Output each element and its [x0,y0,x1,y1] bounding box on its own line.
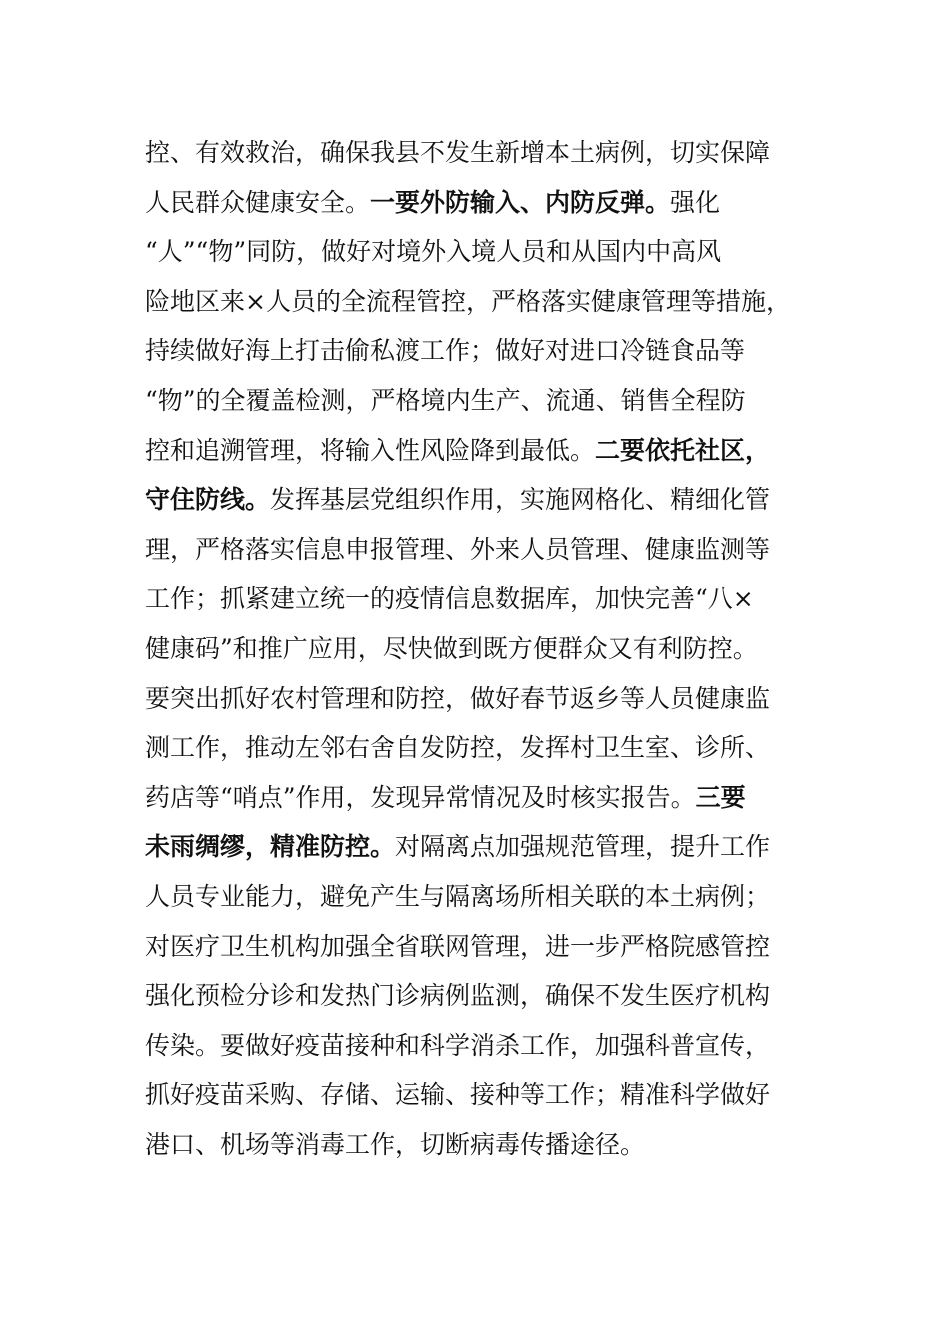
text-line [145,574,845,624]
text-line [145,178,845,228]
body-text: “物”的全覆盖检测，严格境内生产、流通、销售全程防 [145,385,746,415]
text-line [145,922,845,972]
body-text: 药店等“哨点”作用，发现异常情况及时核实报告。 [145,782,696,812]
body-text: “人”“物”同防，做好对境外入境人员和从国内中高风 [145,237,722,267]
body-text: 人民群众健康安全。 [145,187,371,217]
body-text: 要突出抓好农村管理和防控，做好春节返乡等人员健康监 [145,683,771,713]
bold-heading-text: 一要外防输入、内防反弹。 [370,187,671,217]
text-line [145,475,845,525]
body-text: 健康码”和推广应用，尽快做到既方便群众又有利防控。 [145,633,758,663]
body-paragraph [145,128,845,1169]
body-text: 理，严格落实信息申报管理、外来人员管理、健康监测等 [145,534,771,564]
text-line [145,1021,845,1071]
body-text: 传染。要做好疫苗接种和科学消杀工作，加强科普宣传， [145,1030,771,1060]
text-line [145,227,845,277]
bold-heading-text: 未雨绸缪，精准防控。 [145,832,396,862]
text-line [145,525,845,575]
body-text: 对隔离点加强规范管理，提升工作 [395,832,771,862]
body-text: 险地区来×人员的全流程管控，严格落实健康管理等措施， [145,286,791,316]
text-line [145,872,845,922]
text-line [145,426,845,476]
text-line [145,128,845,178]
body-text: 持续做好海上打击偷私渡工作；做好对进口冷链食品等 [145,336,746,366]
body-text: 港口、机场等消毒工作，切断病毒传播途径。 [145,1129,646,1159]
text-line [145,376,845,426]
text-line [145,773,845,823]
body-text: 工作；抓紧建立统一的疫情信息数据库，加快完善“八× [145,584,754,614]
body-text: 强化预检分诊和发热门诊病例监测，确保不发生医疗机构 [145,981,771,1011]
text-line [145,277,845,327]
body-text: 人员专业能力，避免产生与隔离场所相关联的本土病例； [145,881,771,911]
text-line [145,1120,845,1170]
bold-heading-text: 守住防线。 [145,485,271,515]
body-text: 对医疗卫生机构加强全省联网管理，进一步严格院感管控 [145,931,771,961]
body-text: 抓好疫苗采购、存储、运输、接种等工作；精准科学做好 [145,1080,771,1110]
text-line [145,822,845,872]
text-line [145,1070,845,1120]
body-text: 强化 [670,187,721,217]
body-text: 测工作，推动左邻右舍自发防控，发挥村卫生室、诊所、 [145,733,771,763]
bold-heading-text: 二要依托社区， [595,435,771,465]
text-line [145,326,845,376]
text-line [145,971,845,1021]
text-line [145,624,845,674]
bold-heading-text: 三要 [695,782,746,812]
body-text: 控、有效救治，确保我县不发生新增本土病例，切实保障 [145,138,771,167]
text-line [145,723,845,773]
body-text: 发挥基层党组织作用，实施网格化、精细化管 [270,485,771,515]
body-text: 控和追溯管理，将输入性风险降到最低。 [145,435,596,465]
text-line [145,674,845,724]
